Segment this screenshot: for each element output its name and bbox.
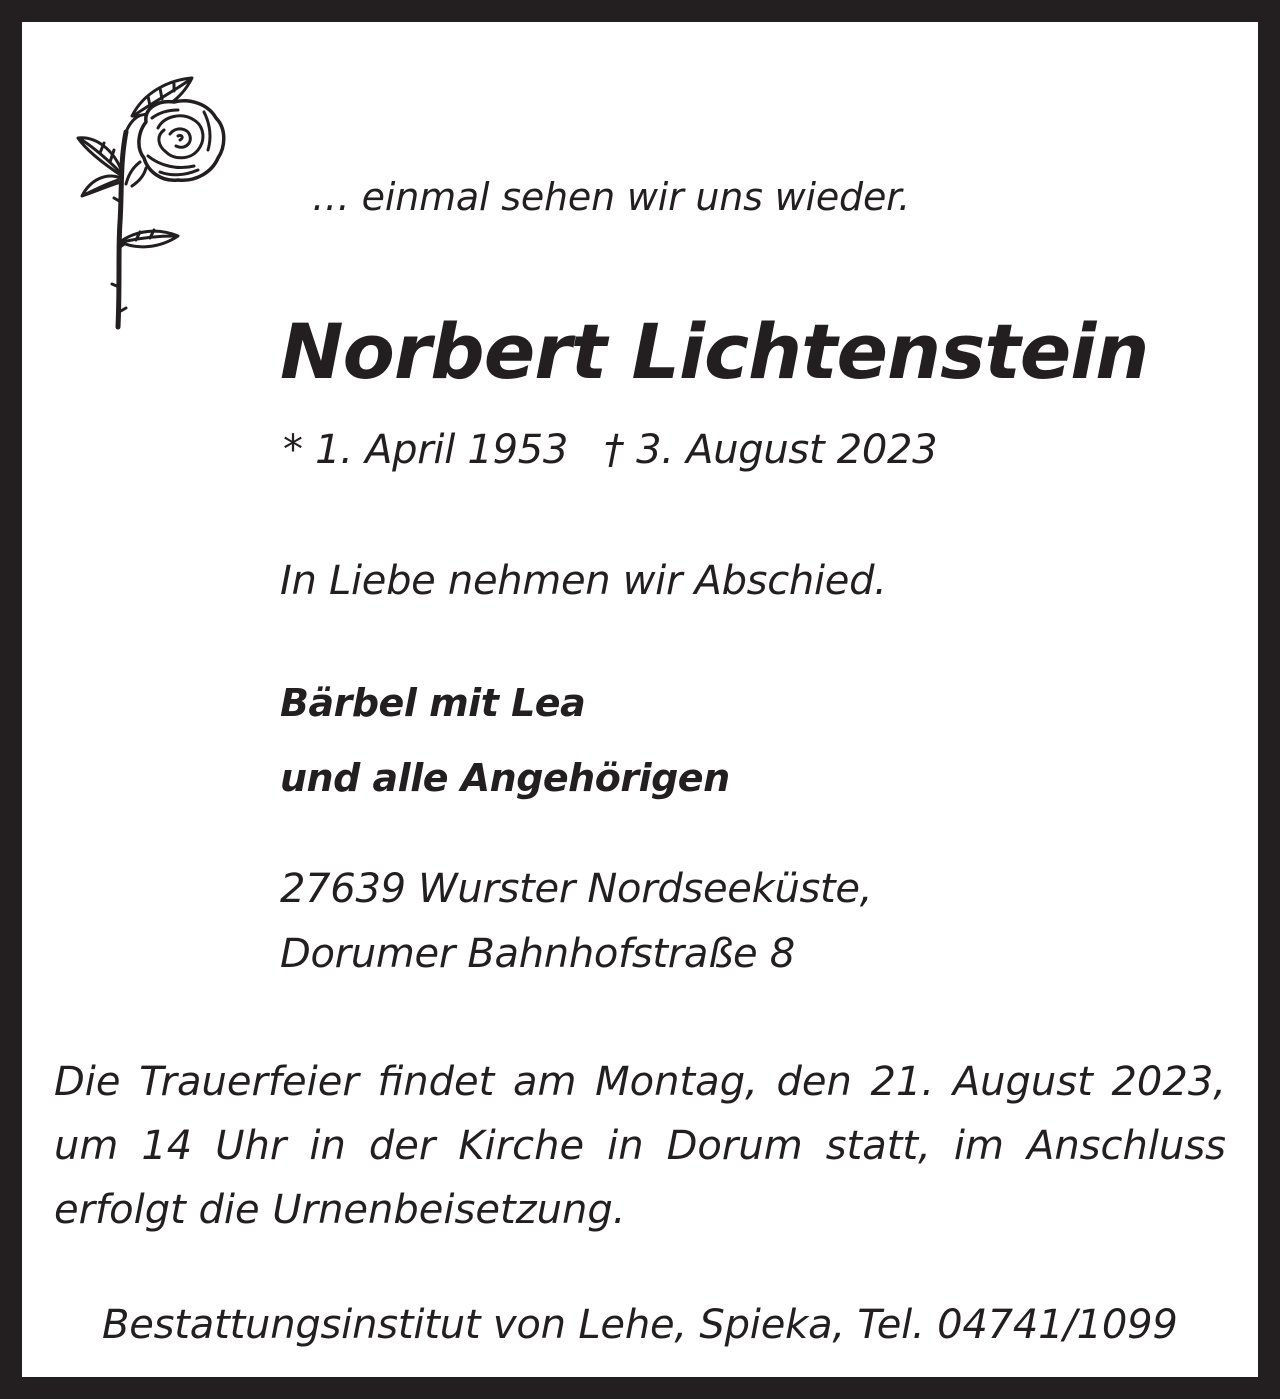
undertaker-contact: Bestattungsinstitut von Lehe, Spieka, Tel. 04741/1099	[102, 1302, 1178, 1348]
mourner-line: und alle Angehörigen	[280, 756, 730, 800]
service-line: erfolgt die Urnenbeisetzung.	[54, 1187, 626, 1233]
motto-quote: … einmal sehen wir uns wieder.	[312, 175, 910, 219]
service-line: Die Trauerfeier findet am Montag, den 21. August 2023,	[54, 1059, 1226, 1105]
life-dates	[283, 427, 938, 473]
death-date: † 3. August 2023	[604, 427, 938, 473]
service-line: um 14 Uhr in der Kirche in Dorum statt, im Anschluss	[54, 1123, 1226, 1169]
mourner-line: Bärbel mit Lea	[280, 681, 586, 725]
service-announcement	[54, 1050, 1226, 1242]
address-line: Dorumer Bahnhofstraße 8	[280, 931, 795, 977]
address-line: 27639 Wurster Nordseeküste,	[280, 866, 873, 912]
birth-date: * 1. April 1953	[283, 427, 569, 473]
rose-icon	[74, 72, 230, 334]
deceased-name: Norbert Lichtenstein	[280, 307, 1149, 396]
farewell-line: In Liebe nehmen wir Abschied.	[280, 558, 887, 604]
